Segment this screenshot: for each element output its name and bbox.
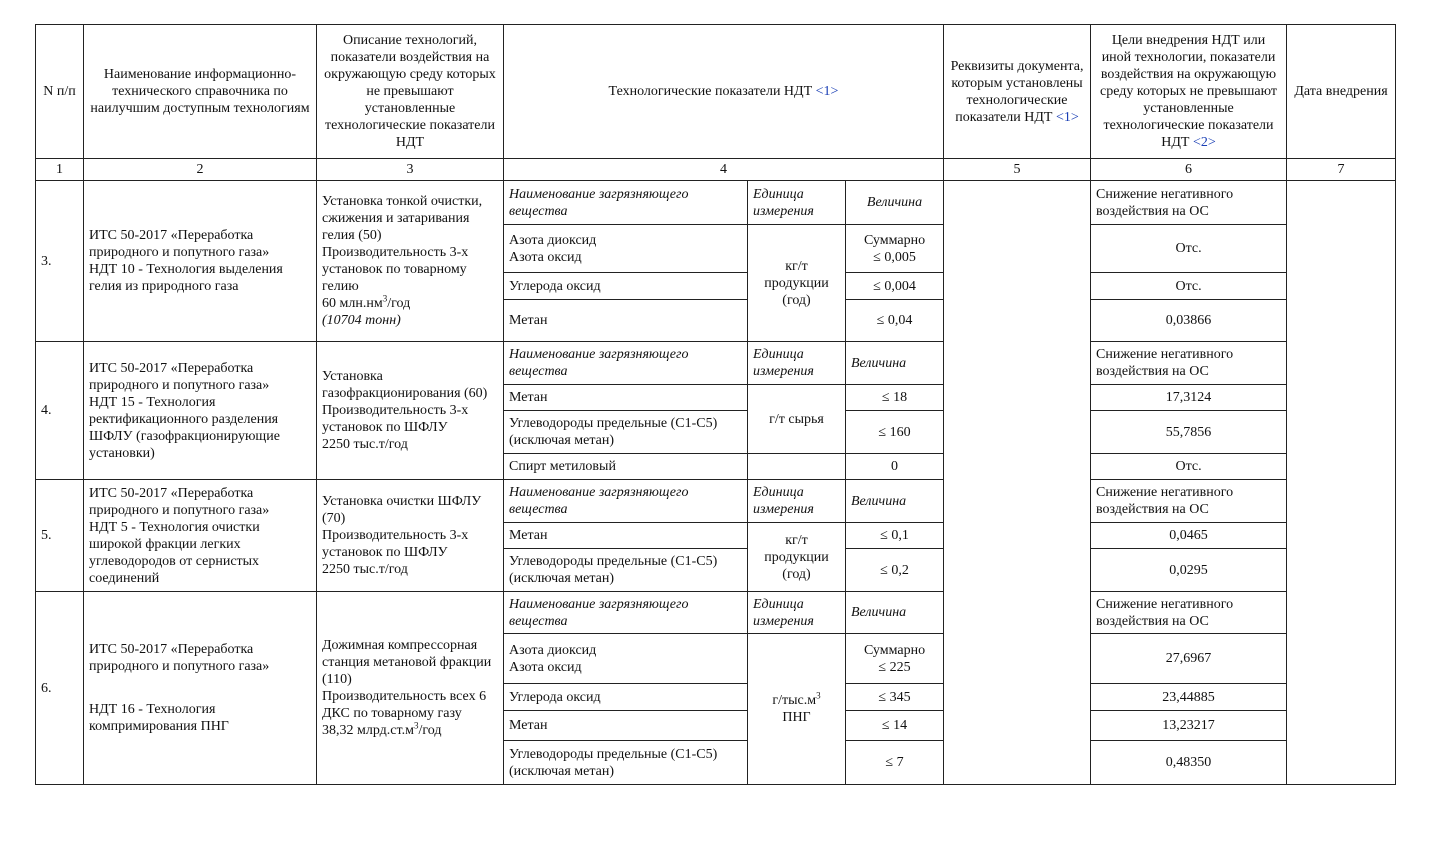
- subheader-unit: Единица измерения: [748, 342, 846, 385]
- header-its: Наименование информационно-технического справочника по наилучшим доступным технологиям: [84, 25, 317, 159]
- value-cell: ≤ 0,004: [846, 273, 944, 300]
- col-number: 6: [1091, 159, 1287, 181]
- table-row: [36, 181, 1396, 225]
- superscript: 3: [382, 293, 388, 304]
- value-label: Суммарно: [863, 642, 926, 658]
- pollutant-name: Метан: [504, 523, 748, 549]
- subheader-pollutant: Наименование загрязняющего вещества: [504, 181, 748, 225]
- ndt-title: НДТ 16 - Технология компримирования ПНГ: [89, 702, 229, 734]
- description-cell: [317, 181, 504, 342]
- pollutant-name: Углерода оксид: [504, 684, 748, 711]
- goal-subheader: Снижение негативного воздействия на ОС: [1091, 480, 1287, 523]
- superscript: 3: [816, 690, 821, 701]
- description-cell: [317, 342, 504, 480]
- unit-line: [753, 692, 840, 709]
- description-cell: [317, 480, 504, 592]
- pollutant-cell: [504, 634, 748, 684]
- description-line: Установка очистки ШФЛУ (70): [322, 494, 482, 526]
- unit-cell: [748, 634, 846, 785]
- unit-line: ПНГ: [782, 710, 811, 725]
- goal-subheader: Снижение негативного воздействия на ОС: [1091, 342, 1287, 385]
- subheader-pollutant: Наименование загрязняющего вещества: [504, 592, 748, 634]
- header-num: N п/п: [36, 25, 84, 159]
- its-cell: [84, 592, 317, 785]
- value-cell: ≤ 14: [846, 711, 944, 741]
- header-goals-text: Цели внедрения НДТ или иной технологии, показатели воздействия на окружающую среду которых не превышают установленные технологические показатели НДТ: [1100, 33, 1277, 150]
- subheader-value: Величина: [846, 181, 944, 225]
- header-document: [944, 25, 1091, 159]
- header-indicators: [504, 25, 944, 159]
- ndt-title: НДТ 10 - Технология выделения гелия из природного газа: [89, 262, 283, 294]
- row-number: 4.: [36, 342, 84, 480]
- pollutant-name: Метан: [504, 300, 748, 342]
- description-capacity: 60 млн.нм: [322, 296, 383, 311]
- header-goals: [1091, 25, 1287, 159]
- header-description: Описание технологий, показатели воздействия на окружающую среду которых не превышают установленные технологические показатели НДТ: [317, 25, 504, 159]
- date-cell: [1287, 181, 1396, 785]
- goal-cell: Отс.: [1091, 454, 1287, 480]
- its-title: ИТС 50-2017 «Переработка природного и попутного газа»: [89, 360, 270, 393]
- description-line: 2250 тыс.т/год: [322, 562, 408, 577]
- pollutant-name: Азота диоксид: [509, 642, 597, 658]
- subheader-unit: Единица измерения: [748, 181, 846, 225]
- col-number: 7: [1287, 159, 1396, 181]
- value-cell: ≤ 160: [846, 411, 944, 454]
- unit-cell: кг/т продукции (год): [748, 523, 846, 592]
- value-cell: ≤ 0,04: [846, 300, 944, 342]
- its-cell: [84, 181, 317, 342]
- pollutant-name: Углерода оксид: [504, 273, 748, 300]
- goal-cell: 0,0465: [1091, 523, 1287, 549]
- table-row: [36, 480, 1396, 523]
- its-title: ИТС 50-2017 «Переработка природного и попутного газа»: [89, 485, 270, 518]
- table-row: [36, 342, 1396, 385]
- value-cell: [846, 634, 944, 684]
- ndt-title: НДТ 15 - Технология ректификационного разделения ШФЛУ (газофракционирующие установки): [89, 394, 280, 461]
- header-date: Дата внедрения: [1287, 25, 1396, 159]
- subheader-value: Величина: [846, 480, 944, 523]
- its-cell: [84, 480, 317, 592]
- pollutant-name: Метан: [504, 711, 748, 741]
- unit-cell-empty: [748, 454, 846, 480]
- value-number: ≤ 225: [878, 659, 911, 675]
- table-row: [36, 592, 1396, 634]
- pollutant-name: Метан: [504, 385, 748, 411]
- subheader-value: Величина: [846, 342, 944, 385]
- unit-text: г/тыс.м: [772, 693, 817, 708]
- goal-cell: 27,6967: [1091, 634, 1287, 684]
- description-line: Производительность 3-х установок по ШФЛУ: [322, 528, 469, 560]
- description-line: Дожимная компрессорная станция метановой фракции (110): [322, 638, 492, 687]
- description-line: [322, 295, 498, 312]
- goal-cell: 0,0295: [1091, 549, 1287, 592]
- unit-cell: г/т сырья: [748, 385, 846, 454]
- pollutant-name: Азота оксид: [509, 249, 582, 265]
- description-capacity-unit: /год: [418, 723, 442, 738]
- value-cell: ≤ 0,1: [846, 523, 944, 549]
- goal-cell: 55,7856: [1091, 411, 1287, 454]
- spacer: [89, 675, 311, 701]
- unit-cell: кг/т продукции (год): [748, 225, 846, 342]
- footnote-link-1[interactable]: <1>: [815, 84, 839, 99]
- footnote-link-2[interactable]: <2>: [1192, 135, 1216, 150]
- row-number: 6.: [36, 592, 84, 785]
- description-cell: [317, 592, 504, 785]
- subheader-unit: Единица измерения: [748, 480, 846, 523]
- description-line: Установка тонкой очистки, сжижения и затаривания гелия (50): [322, 194, 483, 243]
- table-header-row: [36, 25, 1396, 159]
- footnote-link-1b[interactable]: <1>: [1055, 109, 1079, 125]
- goal-cell: Отс.: [1091, 225, 1287, 273]
- description-line: [322, 722, 498, 739]
- pollutant-name: Углеводороды предельные (С1-С5) (исключая метан): [504, 741, 748, 785]
- description-line: (10704 тонн): [322, 313, 401, 328]
- header-document-text: Реквизиты документа, которым установлены технологические показатели НДТ: [950, 58, 1084, 125]
- subheader-pollutant: Наименование загрязняющего вещества: [504, 480, 748, 523]
- pollutant-cell: [504, 225, 748, 273]
- value-cell: ≤ 345: [846, 684, 944, 711]
- value-cell: ≤ 0,2: [846, 549, 944, 592]
- ndt-table: [35, 24, 1396, 785]
- goal-cell: 17,3124: [1091, 385, 1287, 411]
- column-number-row: [36, 159, 1396, 181]
- row-number: 5.: [36, 480, 84, 592]
- goal-cell: 0,03866: [1091, 300, 1287, 342]
- description-line: Установка газофракционирования (60): [322, 369, 488, 401]
- row-number: 3.: [36, 181, 84, 342]
- header-indicators-text: Технологические показатели НДТ: [608, 84, 813, 99]
- description-capacity-unit: /год: [387, 296, 411, 311]
- its-title: ИТС 50-2017 «Переработка природного и попутного газа»: [89, 228, 270, 260]
- goal-cell: 23,44885: [1091, 684, 1287, 711]
- superscript: 3: [413, 720, 419, 731]
- description-line: 2250 тыс.т/год: [322, 437, 408, 452]
- document-cell: [944, 181, 1091, 785]
- goal-subheader: Снижение негативного воздействия на ОС: [1091, 592, 1287, 634]
- col-number: 2: [84, 159, 317, 181]
- goal-subheader: Снижение негативного воздействия на ОС: [1091, 181, 1287, 225]
- description-line: Производительность 3-х установок по ШФЛУ: [322, 403, 469, 435]
- value-cell: ≤ 7: [846, 741, 944, 785]
- col-number: 3: [317, 159, 504, 181]
- pollutant-name: Углеводороды предельные (С1-С5) (исключая метан): [504, 549, 748, 592]
- pollutant-name: Углеводороды предельные (С1-С5) (исключая метан): [504, 411, 748, 454]
- description-capacity: 38,32 млрд.ст.м: [322, 723, 414, 738]
- value-cell: [846, 225, 944, 273]
- ndt-title: НДТ 5 - Технология очистки широкой фракции легких углеводородов от сернистых соединений: [89, 519, 260, 586]
- subheader-value: Величина: [846, 592, 944, 634]
- col-number: 5: [944, 159, 1091, 181]
- value-number: ≤ 0,005: [873, 249, 916, 265]
- description-line: Производительность 3-х установок по товарному гелию: [322, 245, 469, 294]
- subheader-pollutant: Наименование загрязняющего вещества: [504, 342, 748, 385]
- subheader-unit: Единица измерения: [748, 592, 846, 634]
- value-label: Суммарно: [863, 232, 926, 248]
- description-line: Производительность всех 6 ДКС по товарному газу: [322, 689, 487, 721]
- its-title: ИТС 50-2017 «Переработка природного и попутного газа»: [89, 642, 270, 674]
- col-number: 1: [36, 159, 84, 181]
- goal-cell: Отс.: [1091, 273, 1287, 300]
- value-cell: 0: [846, 454, 944, 480]
- col-number: 4: [504, 159, 944, 181]
- pollutant-name: Азота диоксид: [509, 232, 597, 248]
- pollutant-name: Азота оксид: [509, 659, 582, 675]
- its-cell: [84, 342, 317, 480]
- goal-cell: 13,23217: [1091, 711, 1287, 741]
- goal-cell: 0,48350: [1091, 741, 1287, 785]
- value-cell: ≤ 18: [846, 385, 944, 411]
- pollutant-name: Спирт метиловый: [504, 454, 748, 480]
